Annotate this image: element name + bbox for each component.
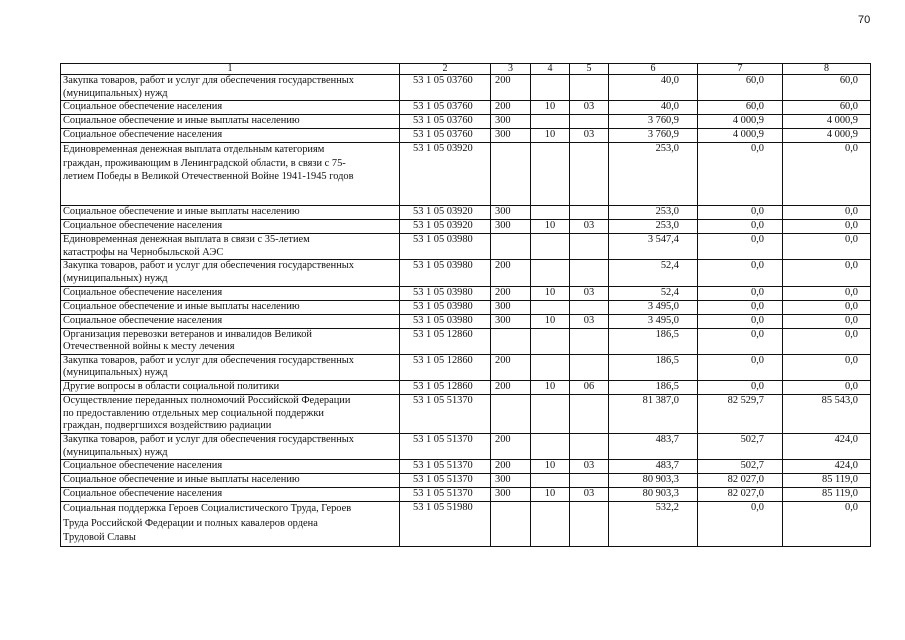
table-row (61, 75, 871, 101)
row-vr-cell: 300 (491, 206, 531, 220)
row-code-cell: 53 1 05 03920 (400, 220, 491, 234)
row-name-cell: Закупка товаров, работ и услуг для обеспечения государственных (муниципальных) нужд (61, 433, 400, 459)
row-rz-cell (531, 502, 570, 547)
table-row (61, 380, 871, 394)
row-name-cell: Социальное обеспечение населения (61, 314, 400, 328)
row-value-2021-cell: 3 547,4 (609, 234, 698, 260)
row-name-cell: Осуществление переданных полномочий Российской Федерации по предоставлению отдельных мер социальной поддержки граждан, подвергшихся воздействию радиации (61, 394, 400, 433)
table-row (61, 474, 871, 488)
row-name-cell: Организация перевозки ветеранов и инвалидов Великой Отечественной войны к месту лечения (61, 328, 400, 354)
header-cell-4: 4 (531, 64, 570, 75)
row-vr-cell: 300 (491, 474, 531, 488)
table-row (61, 394, 871, 433)
row-rz-cell: 10 (531, 460, 570, 474)
row-pr-cell: 03 (570, 101, 609, 115)
row-vr-cell: 300 (491, 220, 531, 234)
table-row (61, 220, 871, 234)
row-code-cell: 53 1 05 03980 (400, 314, 491, 328)
row-pr-cell (570, 502, 609, 547)
row-value-2021-cell: 483,7 (609, 460, 698, 474)
row-pr-cell: 03 (570, 460, 609, 474)
row-rz-cell: 10 (531, 380, 570, 394)
row-value-2022-cell: 0,0 (698, 143, 783, 206)
row-name-cell: Закупка товаров, работ и услуг для обеспечения государственных (муниципальных) нужд (61, 75, 400, 101)
row-code-cell: 53 1 05 51370 (400, 433, 491, 459)
row-value-2021-cell: 253,0 (609, 143, 698, 206)
row-name-cell: Социальное обеспечение населения (61, 488, 400, 502)
row-vr-cell: 200 (491, 380, 531, 394)
row-code-cell: 53 1 05 03760 (400, 75, 491, 101)
row-pr-cell (570, 300, 609, 314)
row-vr-cell (491, 502, 531, 547)
row-code-cell: 53 1 05 03760 (400, 129, 491, 143)
table-row (61, 354, 871, 380)
row-value-2023-cell: 0,0 (783, 286, 871, 300)
row-value-2021-cell: 532,2 (609, 502, 698, 547)
table-row (61, 300, 871, 314)
row-name-cell: Закупка товаров, работ и услуг для обеспечения государственных (муниципальных) нужд (61, 260, 400, 286)
row-pr-cell (570, 234, 609, 260)
row-rz-cell (531, 206, 570, 220)
row-value-2023-cell: 4 000,9 (783, 129, 871, 143)
row-rz-cell (531, 143, 570, 206)
row-vr-cell (491, 328, 531, 354)
row-rz-cell (531, 115, 570, 129)
row-pr-cell (570, 115, 609, 129)
row-value-2023-cell: 424,0 (783, 460, 871, 474)
header-cell-7: 7 (698, 64, 783, 75)
row-value-2022-cell: 0,0 (698, 220, 783, 234)
row-vr-cell: 200 (491, 460, 531, 474)
row-value-2021-cell: 483,7 (609, 433, 698, 459)
row-rz-cell (531, 433, 570, 459)
row-vr-cell: 200 (491, 75, 531, 101)
row-vr-cell (491, 394, 531, 433)
row-value-2021-cell: 3 760,9 (609, 115, 698, 129)
row-value-2023-cell: 0,0 (783, 143, 871, 206)
row-rz-cell (531, 328, 570, 354)
row-name-cell: Социальное обеспечение населения (61, 101, 400, 115)
row-value-2021-cell: 253,0 (609, 206, 698, 220)
row-rz-cell: 10 (531, 286, 570, 300)
header-cell-5: 5 (570, 64, 609, 75)
row-value-2021-cell: 40,0 (609, 75, 698, 101)
row-rz-cell: 10 (531, 101, 570, 115)
row-pr-cell (570, 433, 609, 459)
row-vr-cell: 200 (491, 260, 531, 286)
row-value-2021-cell: 80 903,3 (609, 488, 698, 502)
row-rz-cell: 10 (531, 220, 570, 234)
row-value-2023-cell: 0,0 (783, 300, 871, 314)
page-number: 70 (858, 14, 871, 26)
row-value-2022-cell: 0,0 (698, 260, 783, 286)
row-vr-cell: 200 (491, 433, 531, 459)
row-pr-cell (570, 143, 609, 206)
row-pr-cell: 06 (570, 380, 609, 394)
budget-table (60, 63, 871, 547)
row-rz-cell (531, 75, 570, 101)
row-value-2023-cell: 4 000,9 (783, 115, 871, 129)
row-value-2021-cell: 253,0 (609, 220, 698, 234)
row-value-2022-cell: 502,7 (698, 460, 783, 474)
row-pr-cell: 03 (570, 220, 609, 234)
row-value-2022-cell: 82 027,0 (698, 474, 783, 488)
table-body (61, 64, 871, 547)
row-vr-cell: 300 (491, 129, 531, 143)
row-value-2021-cell: 80 903,3 (609, 474, 698, 488)
row-pr-cell: 03 (570, 488, 609, 502)
row-value-2021-cell: 3 495,0 (609, 300, 698, 314)
row-code-cell: 53 1 05 51370 (400, 474, 491, 488)
row-value-2022-cell: 0,0 (698, 380, 783, 394)
row-value-2022-cell: 0,0 (698, 502, 783, 547)
row-value-2023-cell: 85 543,0 (783, 394, 871, 433)
table-row (61, 234, 871, 260)
row-code-cell: 53 1 05 03920 (400, 143, 491, 206)
row-code-cell: 53 1 05 12860 (400, 328, 491, 354)
row-value-2023-cell: 0,0 (783, 234, 871, 260)
header-cell-2: 2 (400, 64, 491, 75)
row-rz-cell (531, 474, 570, 488)
row-code-cell: 53 1 05 03980 (400, 234, 491, 260)
row-vr-cell (491, 143, 531, 206)
row-value-2022-cell: 0,0 (698, 234, 783, 260)
row-vr-cell: 200 (491, 286, 531, 300)
row-value-2022-cell: 60,0 (698, 75, 783, 101)
row-value-2023-cell: 0,0 (783, 328, 871, 354)
row-pr-cell: 03 (570, 286, 609, 300)
table-row (61, 115, 871, 129)
table-row (61, 206, 871, 220)
row-name-cell: Социальная поддержка Героев Социалистического Труда, Героев Труда Российской Федерации и полных кавалеров ордена Трудовой Славы (61, 502, 400, 547)
table-row (61, 101, 871, 115)
row-name-cell: Другие вопросы в области социальной политики (61, 380, 400, 394)
row-vr-cell: 300 (491, 115, 531, 129)
row-value-2022-cell: 4 000,9 (698, 115, 783, 129)
row-pr-cell (570, 474, 609, 488)
row-value-2023-cell: 0,0 (783, 354, 871, 380)
row-pr-cell (570, 394, 609, 433)
row-pr-cell (570, 260, 609, 286)
header-cell-1: 1 (61, 64, 400, 75)
row-rz-cell (531, 260, 570, 286)
row-code-cell: 53 1 05 03980 (400, 300, 491, 314)
row-name-cell: Социальное обеспечение и иные выплаты населению (61, 206, 400, 220)
row-value-2021-cell: 81 387,0 (609, 394, 698, 433)
row-value-2022-cell: 0,0 (698, 354, 783, 380)
row-value-2023-cell: 60,0 (783, 101, 871, 115)
row-value-2023-cell: 0,0 (783, 206, 871, 220)
row-value-2022-cell: 0,0 (698, 286, 783, 300)
row-vr-cell: 300 (491, 314, 531, 328)
row-pr-cell (570, 328, 609, 354)
row-value-2022-cell: 4 000,9 (698, 129, 783, 143)
row-rz-cell: 10 (531, 314, 570, 328)
row-value-2023-cell: 85 119,0 (783, 474, 871, 488)
row-vr-cell: 200 (491, 101, 531, 115)
row-code-cell: 53 1 05 03760 (400, 115, 491, 129)
row-value-2023-cell: 85 119,0 (783, 488, 871, 502)
row-value-2023-cell: 60,0 (783, 75, 871, 101)
row-value-2022-cell: 0,0 (698, 300, 783, 314)
row-code-cell: 53 1 05 12860 (400, 380, 491, 394)
row-name-cell: Социальное обеспечение населения (61, 286, 400, 300)
row-code-cell: 53 1 05 12860 (400, 354, 491, 380)
row-value-2022-cell: 60,0 (698, 101, 783, 115)
row-value-2023-cell: 0,0 (783, 260, 871, 286)
table-row (61, 433, 871, 459)
row-value-2023-cell: 0,0 (783, 314, 871, 328)
row-code-cell: 53 1 05 03980 (400, 260, 491, 286)
row-rz-cell: 10 (531, 129, 570, 143)
row-name-cell: Социальное обеспечение населения (61, 220, 400, 234)
header-cell-6: 6 (609, 64, 698, 75)
header-cell-8: 8 (783, 64, 871, 75)
table-row (61, 502, 871, 547)
row-rz-cell (531, 300, 570, 314)
row-rz-cell (531, 394, 570, 433)
row-code-cell: 53 1 05 03920 (400, 206, 491, 220)
row-vr-cell: 300 (491, 488, 531, 502)
row-value-2021-cell: 186,5 (609, 354, 698, 380)
row-rz-cell (531, 354, 570, 380)
row-pr-cell (570, 75, 609, 101)
row-name-cell: Социальное обеспечение и иные выплаты населению (61, 115, 400, 129)
row-value-2023-cell: 0,0 (783, 220, 871, 234)
row-name-cell: Социальное обеспечение населения (61, 129, 400, 143)
row-value-2022-cell: 0,0 (698, 328, 783, 354)
row-name-cell: Социальное обеспечение населения (61, 460, 400, 474)
row-pr-cell: 03 (570, 314, 609, 328)
row-code-cell: 53 1 05 51370 (400, 394, 491, 433)
table-row (61, 314, 871, 328)
row-value-2023-cell: 0,0 (783, 502, 871, 547)
row-value-2021-cell: 52,4 (609, 260, 698, 286)
row-pr-cell: 03 (570, 129, 609, 143)
row-name-cell: Единовременная денежная выплата отдельным категориям граждан, проживающим в Ленинградской области, в связи с 75- летием Победы в Великой Отечественной Войне 1941-1945 годов (61, 143, 400, 206)
row-value-2021-cell: 3 760,9 (609, 129, 698, 143)
row-value-2022-cell: 502,7 (698, 433, 783, 459)
row-value-2021-cell: 186,5 (609, 328, 698, 354)
header-row (61, 64, 871, 75)
row-name-cell: Социальное обеспечение и иные выплаты населению (61, 474, 400, 488)
table-row (61, 260, 871, 286)
row-value-2022-cell: 0,0 (698, 206, 783, 220)
row-code-cell: 53 1 05 51980 (400, 502, 491, 547)
row-code-cell: 53 1 05 51370 (400, 488, 491, 502)
row-pr-cell (570, 206, 609, 220)
table-row (61, 286, 871, 300)
row-name-cell: Единовременная денежная выплата в связи с 35-летием катастрофы на Чернобыльской АЭС (61, 234, 400, 260)
row-value-2022-cell: 82 529,7 (698, 394, 783, 433)
row-pr-cell (570, 354, 609, 380)
row-vr-cell: 200 (491, 354, 531, 380)
table-row (61, 143, 871, 206)
row-code-cell: 53 1 05 03760 (400, 101, 491, 115)
row-value-2022-cell: 82 027,0 (698, 488, 783, 502)
row-vr-cell (491, 234, 531, 260)
row-value-2023-cell: 424,0 (783, 433, 871, 459)
row-value-2021-cell: 3 495,0 (609, 314, 698, 328)
row-value-2021-cell: 40,0 (609, 101, 698, 115)
row-value-2022-cell: 0,0 (698, 314, 783, 328)
row-name-cell: Закупка товаров, работ и услуг для обеспечения государственных (муниципальных) нужд (61, 354, 400, 380)
row-value-2023-cell: 0,0 (783, 380, 871, 394)
row-rz-cell: 10 (531, 488, 570, 502)
row-name-cell: Социальное обеспечение и иные выплаты населению (61, 300, 400, 314)
row-code-cell: 53 1 05 51370 (400, 460, 491, 474)
header-cell-3: 3 (491, 64, 531, 75)
table-row (61, 328, 871, 354)
row-rz-cell (531, 234, 570, 260)
row-vr-cell: 300 (491, 300, 531, 314)
table-row (61, 129, 871, 143)
row-code-cell: 53 1 05 03980 (400, 286, 491, 300)
row-value-2021-cell: 186,5 (609, 380, 698, 394)
row-value-2021-cell: 52,4 (609, 286, 698, 300)
table-row (61, 460, 871, 474)
table-row (61, 488, 871, 502)
